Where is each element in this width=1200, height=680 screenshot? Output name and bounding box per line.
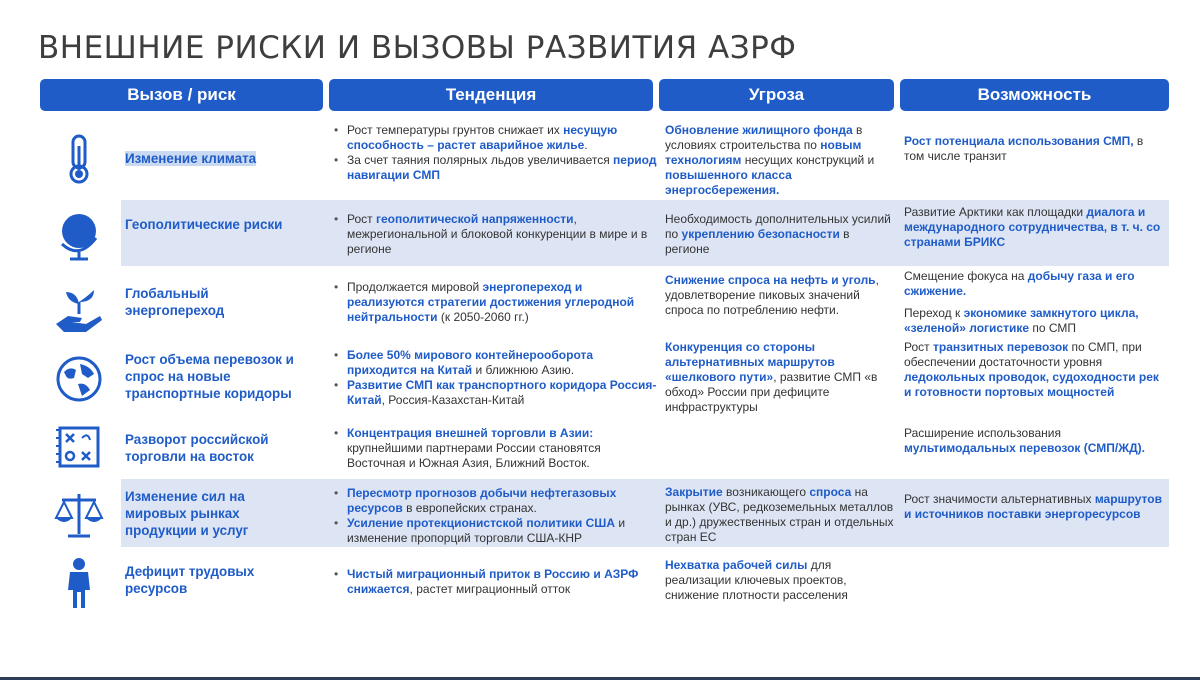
highlight-text: ледокольных проводок, судоходности рек и готовности портовых мощностей xyxy=(904,370,1159,399)
cell-text: , развитие СМП «в обход» России при дефиците инфраструктуры xyxy=(665,370,878,414)
cell-text: Рост xyxy=(904,340,933,354)
cell-paragraph xyxy=(904,340,1166,400)
cell-text: возникающего xyxy=(722,485,810,499)
cell-trend xyxy=(333,348,658,408)
highlight-text: Нехватка рабочей силы xyxy=(665,558,808,572)
cell-paragraph xyxy=(665,340,897,415)
row-name-climate xyxy=(125,150,320,167)
header-challenge: Вызов / риск xyxy=(40,79,323,111)
cell-opportunity xyxy=(904,492,1166,522)
cell-threat xyxy=(665,273,897,318)
cell-text: и изменение пропорций торговли США-КНР xyxy=(347,516,626,545)
highlight-text: транзитных перевозок xyxy=(932,340,1069,354)
highlight-text: Развитие СМП как транспортного коридора Россия-Китай xyxy=(347,378,657,407)
cell-opportunity xyxy=(904,426,1166,456)
highlight-text: Усиление протекционистской политики США xyxy=(347,516,616,530)
row-name-trade-east: Разворот российской торговли на восток xyxy=(125,432,269,464)
cell-text: крупнейшими партнерами России становятся Восточная и Южная Азия, Ближний Восток. xyxy=(347,441,601,470)
row-name-label: Изменение климата xyxy=(125,151,257,166)
highlight-text: укреплению безопасности xyxy=(681,227,840,241)
highlight-text: Обновление жилищного фонда xyxy=(665,123,853,137)
highlight-text: Концентрация внешней торговли в Азии: xyxy=(347,426,594,440)
cell-text: по СМП xyxy=(1029,321,1077,335)
highlight-text: несущую способность – растет аварийное жилье xyxy=(347,123,618,152)
cell-text: , удовлетворение пиковых значений спроса по потреблению нефти. xyxy=(665,273,879,317)
bullet-item xyxy=(347,280,658,325)
bullet-item xyxy=(347,348,658,378)
cell-threat xyxy=(665,485,897,545)
cell-paragraph xyxy=(904,306,1166,336)
row-name-energy-transition: Глобальный энергопереход xyxy=(125,286,225,318)
cell-paragraph xyxy=(665,123,897,198)
thermometer-icon xyxy=(52,132,106,186)
cell-trend xyxy=(333,280,658,325)
header-opportunity: Возможность xyxy=(900,79,1169,111)
cell-trend xyxy=(333,123,658,183)
cell-text: , межрегиональной и блоковой конкуренции в мире и в регионе xyxy=(347,212,648,256)
cell-text: в европейских странах. xyxy=(402,501,537,515)
bullet-item xyxy=(347,212,658,257)
cell-paragraph xyxy=(665,273,897,318)
highlight-text: энергопереход и реализуются стратегии достижения углеродной нейтральности xyxy=(347,280,635,324)
cell-text: . xyxy=(584,138,588,152)
cell-opportunity xyxy=(904,340,1166,400)
hand-sprout-icon xyxy=(52,286,106,340)
cell-threat xyxy=(665,558,897,603)
cell-text: За счет таяния полярных льдов увеличивается xyxy=(347,153,614,167)
page-title: ВНЕШНИЕ РИСКИ И ВЫЗОВЫ РАЗВИТИЯ АЗРФ xyxy=(38,30,797,66)
cell-trend xyxy=(333,486,658,546)
highlight-text: диалога и международного сотрудничества, в т. ч. со странами БРИКС xyxy=(904,205,1161,249)
cell-paragraph xyxy=(665,558,897,603)
cell-paragraph xyxy=(904,205,1166,250)
highlight-text: мультимодальных перевозок (СМП/ЖД). xyxy=(904,441,1145,455)
cell-text: Рост xyxy=(347,212,376,226)
cell-text: Рост температуры грунтов снижает их xyxy=(347,123,564,137)
bullet-item xyxy=(347,153,658,183)
cell-text: в регионе xyxy=(665,227,850,256)
header-threat: Угроза xyxy=(659,79,894,111)
row-name-market-forces: Изменение сил на мировых рынках продукции и услуг xyxy=(125,489,249,538)
world-map-icon xyxy=(52,352,106,406)
cell-paragraph xyxy=(665,212,897,257)
cell-paragraph xyxy=(904,426,1166,456)
scales-icon xyxy=(52,488,106,542)
highlight-text: новым технологиям xyxy=(665,138,862,167)
bullet-item xyxy=(347,123,658,153)
highlight-text: экономике замкнутого цикла, «зеленой» логистике xyxy=(904,306,1139,335)
cell-opportunity xyxy=(904,205,1166,250)
globe-icon xyxy=(52,208,106,262)
cell-text: по СМП, при обеспечении достаточности уровня xyxy=(904,340,1142,369)
highlight-text: Закрытие xyxy=(665,485,723,499)
cell-text: Необходимость дополнительных усилий по xyxy=(665,212,891,241)
highlight-text: Более 50% мирового контейнерооборота приходится на Китай xyxy=(347,348,594,377)
cell-text: , растет миграционный отток xyxy=(409,582,571,596)
bullet-item xyxy=(347,516,658,546)
cell-text: Развитие Арктики как площадки xyxy=(904,205,1087,219)
highlight-text: Пересмотр прогнозов добычи нефтегазовых ресурсов xyxy=(347,486,617,515)
highlight-text: геополитической напряженности xyxy=(375,212,574,226)
cell-threat xyxy=(665,340,897,415)
cell-text: для реализации ключевых проектов, снижение плотности расселения xyxy=(665,558,848,602)
cell-trend xyxy=(333,212,658,257)
cell-text: , Россия-Казахстан-Китай xyxy=(381,393,525,407)
highlight-text: добычу газа и его сжижение. xyxy=(904,269,1135,298)
cell-text: в условиях строительства по xyxy=(665,123,863,152)
cell-trend xyxy=(333,426,658,471)
highlight-text: Рост потенциала использования СМП, xyxy=(904,134,1134,148)
cell-paragraph xyxy=(904,134,1166,164)
cell-text: в том числе транзит xyxy=(904,134,1144,163)
cell-text: несущих конструкций и xyxy=(741,153,875,167)
header-trend: Тенденция xyxy=(329,79,653,111)
cell-trend xyxy=(333,567,658,597)
strategy-board-icon xyxy=(52,420,106,474)
cell-text: Продолжается мировой xyxy=(347,280,483,294)
cell-text: и ближнюю Азию. xyxy=(472,363,575,377)
highlight-text: Конкуренция со стороны альтернативных маршрутов «шелкового пути» xyxy=(665,340,835,384)
bullet-item xyxy=(347,567,658,597)
cell-paragraph xyxy=(904,492,1166,522)
highlight-text: Снижение спроса на нефть и уголь xyxy=(665,273,876,287)
row-name-transport-corridors: Рост объема перевозок и спрос на новые транспортные коридоры xyxy=(125,352,294,401)
cell-paragraph xyxy=(904,269,1166,299)
cell-text: Смещение фокуса на xyxy=(904,269,1028,283)
cell-text: Расширение использования xyxy=(904,426,1061,440)
bullet-item xyxy=(347,378,658,408)
highlight-text: спроса xyxy=(809,485,852,499)
highlight-text: маршрутов и источников поставки энергоресурсов xyxy=(904,492,1162,521)
person-icon xyxy=(52,556,106,610)
highlight-text: период навигации СМП xyxy=(347,153,657,182)
cell-text: Рост значимости альтернативных xyxy=(904,492,1095,506)
row-name-labor-deficit: Дефицит трудовых ресурсов xyxy=(125,564,255,596)
row-name-geopolitics: Геополитические риски xyxy=(125,217,283,232)
bullet-item xyxy=(347,426,658,471)
cell-text: Переход к xyxy=(904,306,964,320)
cell-text: (к 2050-2060 гг.) xyxy=(437,310,529,324)
highlight-text: повышенного класса энергосбережения. xyxy=(665,168,792,197)
cell-threat xyxy=(665,123,897,198)
cell-paragraph xyxy=(665,485,897,545)
highlight-text: Чистый миграционный приток в Россию и АЗРФ снижается xyxy=(347,567,639,596)
cell-threat xyxy=(665,212,897,257)
bullet-item xyxy=(347,486,658,516)
cell-opportunity xyxy=(904,269,1166,336)
cell-text: на рынках (УВС, редкоземельных металлов и др.) дружественных стран и отдельных стран ЕС xyxy=(665,485,894,544)
cell-opportunity xyxy=(904,134,1166,164)
